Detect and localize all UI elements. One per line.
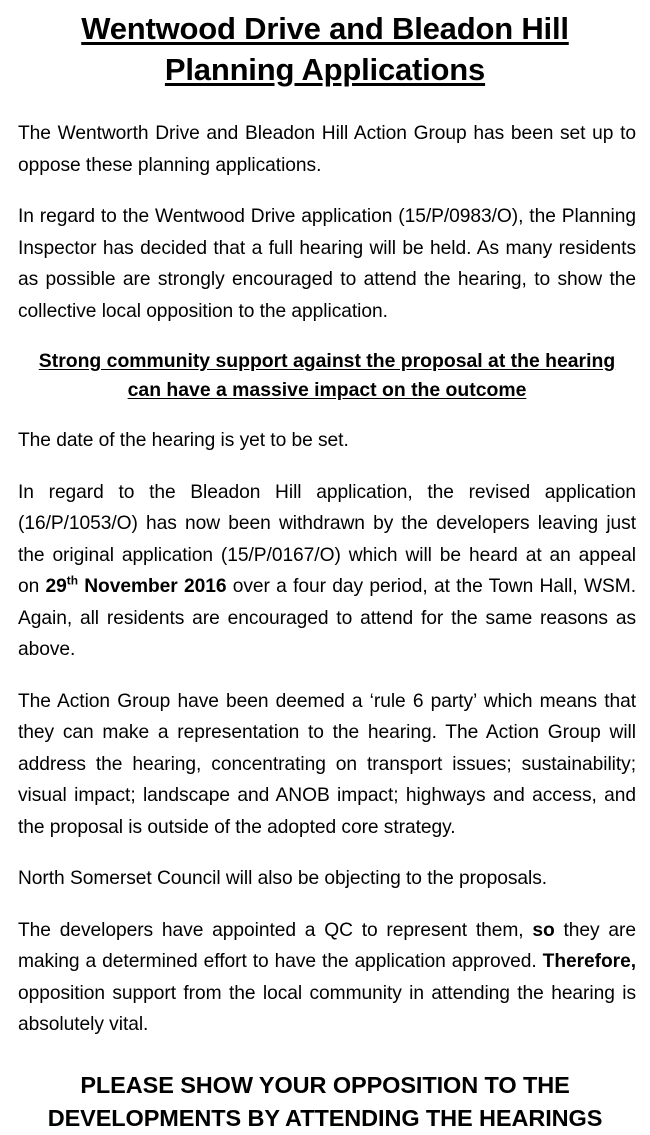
bleadon-text-after-date: over a four day period, at the Town Hall, WSM. Again, all residents are encouraged to attend for the same reasons as above. [18,576,636,660]
call-to-action-line-2: DEVELOPMENTS BY ATTENDING THE HEARINGS [47,1104,603,1131]
emphasis-therefore: Therefore, [542,951,636,972]
paragraph-council-objection: North Somerset Council will also be objecting to the proposals. [18,868,548,889]
paragraph-hearing-date: The date of the hearing is yet to be set. [18,430,349,451]
emphasis-callout [18,347,636,405]
appeal-date-month-year: November 2016 [77,576,227,597]
paragraph-wentwood-application: In regard to the Wentwood Drive application (15/P/0983/O), the Planning Inspector has decided that a full hearing will be held. As many residents as possible are strongly encouraged to attend the hearing, to show the collective local opposition to the application. [18,206,636,322]
appeal-date [45,573,227,597]
qc-text-after-therefore: opposition support from the local community in attending the hearing is absolutely vital. [18,982,636,1035]
call-to-action-line-1: PLEASE SHOW YOUR OPPOSITION TO THE [80,1071,570,1098]
title-line-2-text: Planning Applications [164,52,486,87]
paragraph-rule-6-party: The Action Group have been deemed a ‘rule 6 party’ which means that they can make a representation to the hearing. The Action Group will address the hearing, concentrating on transport issues; sustainability; visual impact; landscape and ANOB impact; highways and access, and the proposal is outside of the adopted core strategy. [18,690,636,838]
paragraph-intro: The Wentworth Drive and Bleadon Hill Action Group has been set up to oppose these planning applications. [18,123,636,176]
appeal-date-day: 29 [45,576,67,597]
qc-text-before-so: The developers have appointed a QC to represent them, [18,919,533,941]
qc-text-after-so: they are making a determined effort to have the application approved. [18,919,636,972]
title-line-1 [20,8,630,49]
emphasis-line-2: can have a massive impact on the outcome [127,379,527,401]
emphasis-line-1: Strong community support against the proposal at the hearing [38,350,616,372]
paragraph-bleadon-application [18,477,636,666]
call-to-action [0,1061,650,1135]
document-body [0,118,650,1041]
bleadon-text-before-date: In regard to the Bleadon Hill application, the revised application (16/P/1053/O) has now been withdrawn by the developers leaving just the original application (15/P/0167/O) which will be heard at an appeal on [18,481,636,597]
document-title [0,0,650,90]
title-line-1-text: Wentwood Drive and Bleadon Hill [81,11,569,46]
appeal-date-ordinal: th [66,573,78,588]
title-line-2 [20,49,630,90]
paragraph-developers-qc [18,915,636,1041]
emphasis-so: so [532,919,555,941]
